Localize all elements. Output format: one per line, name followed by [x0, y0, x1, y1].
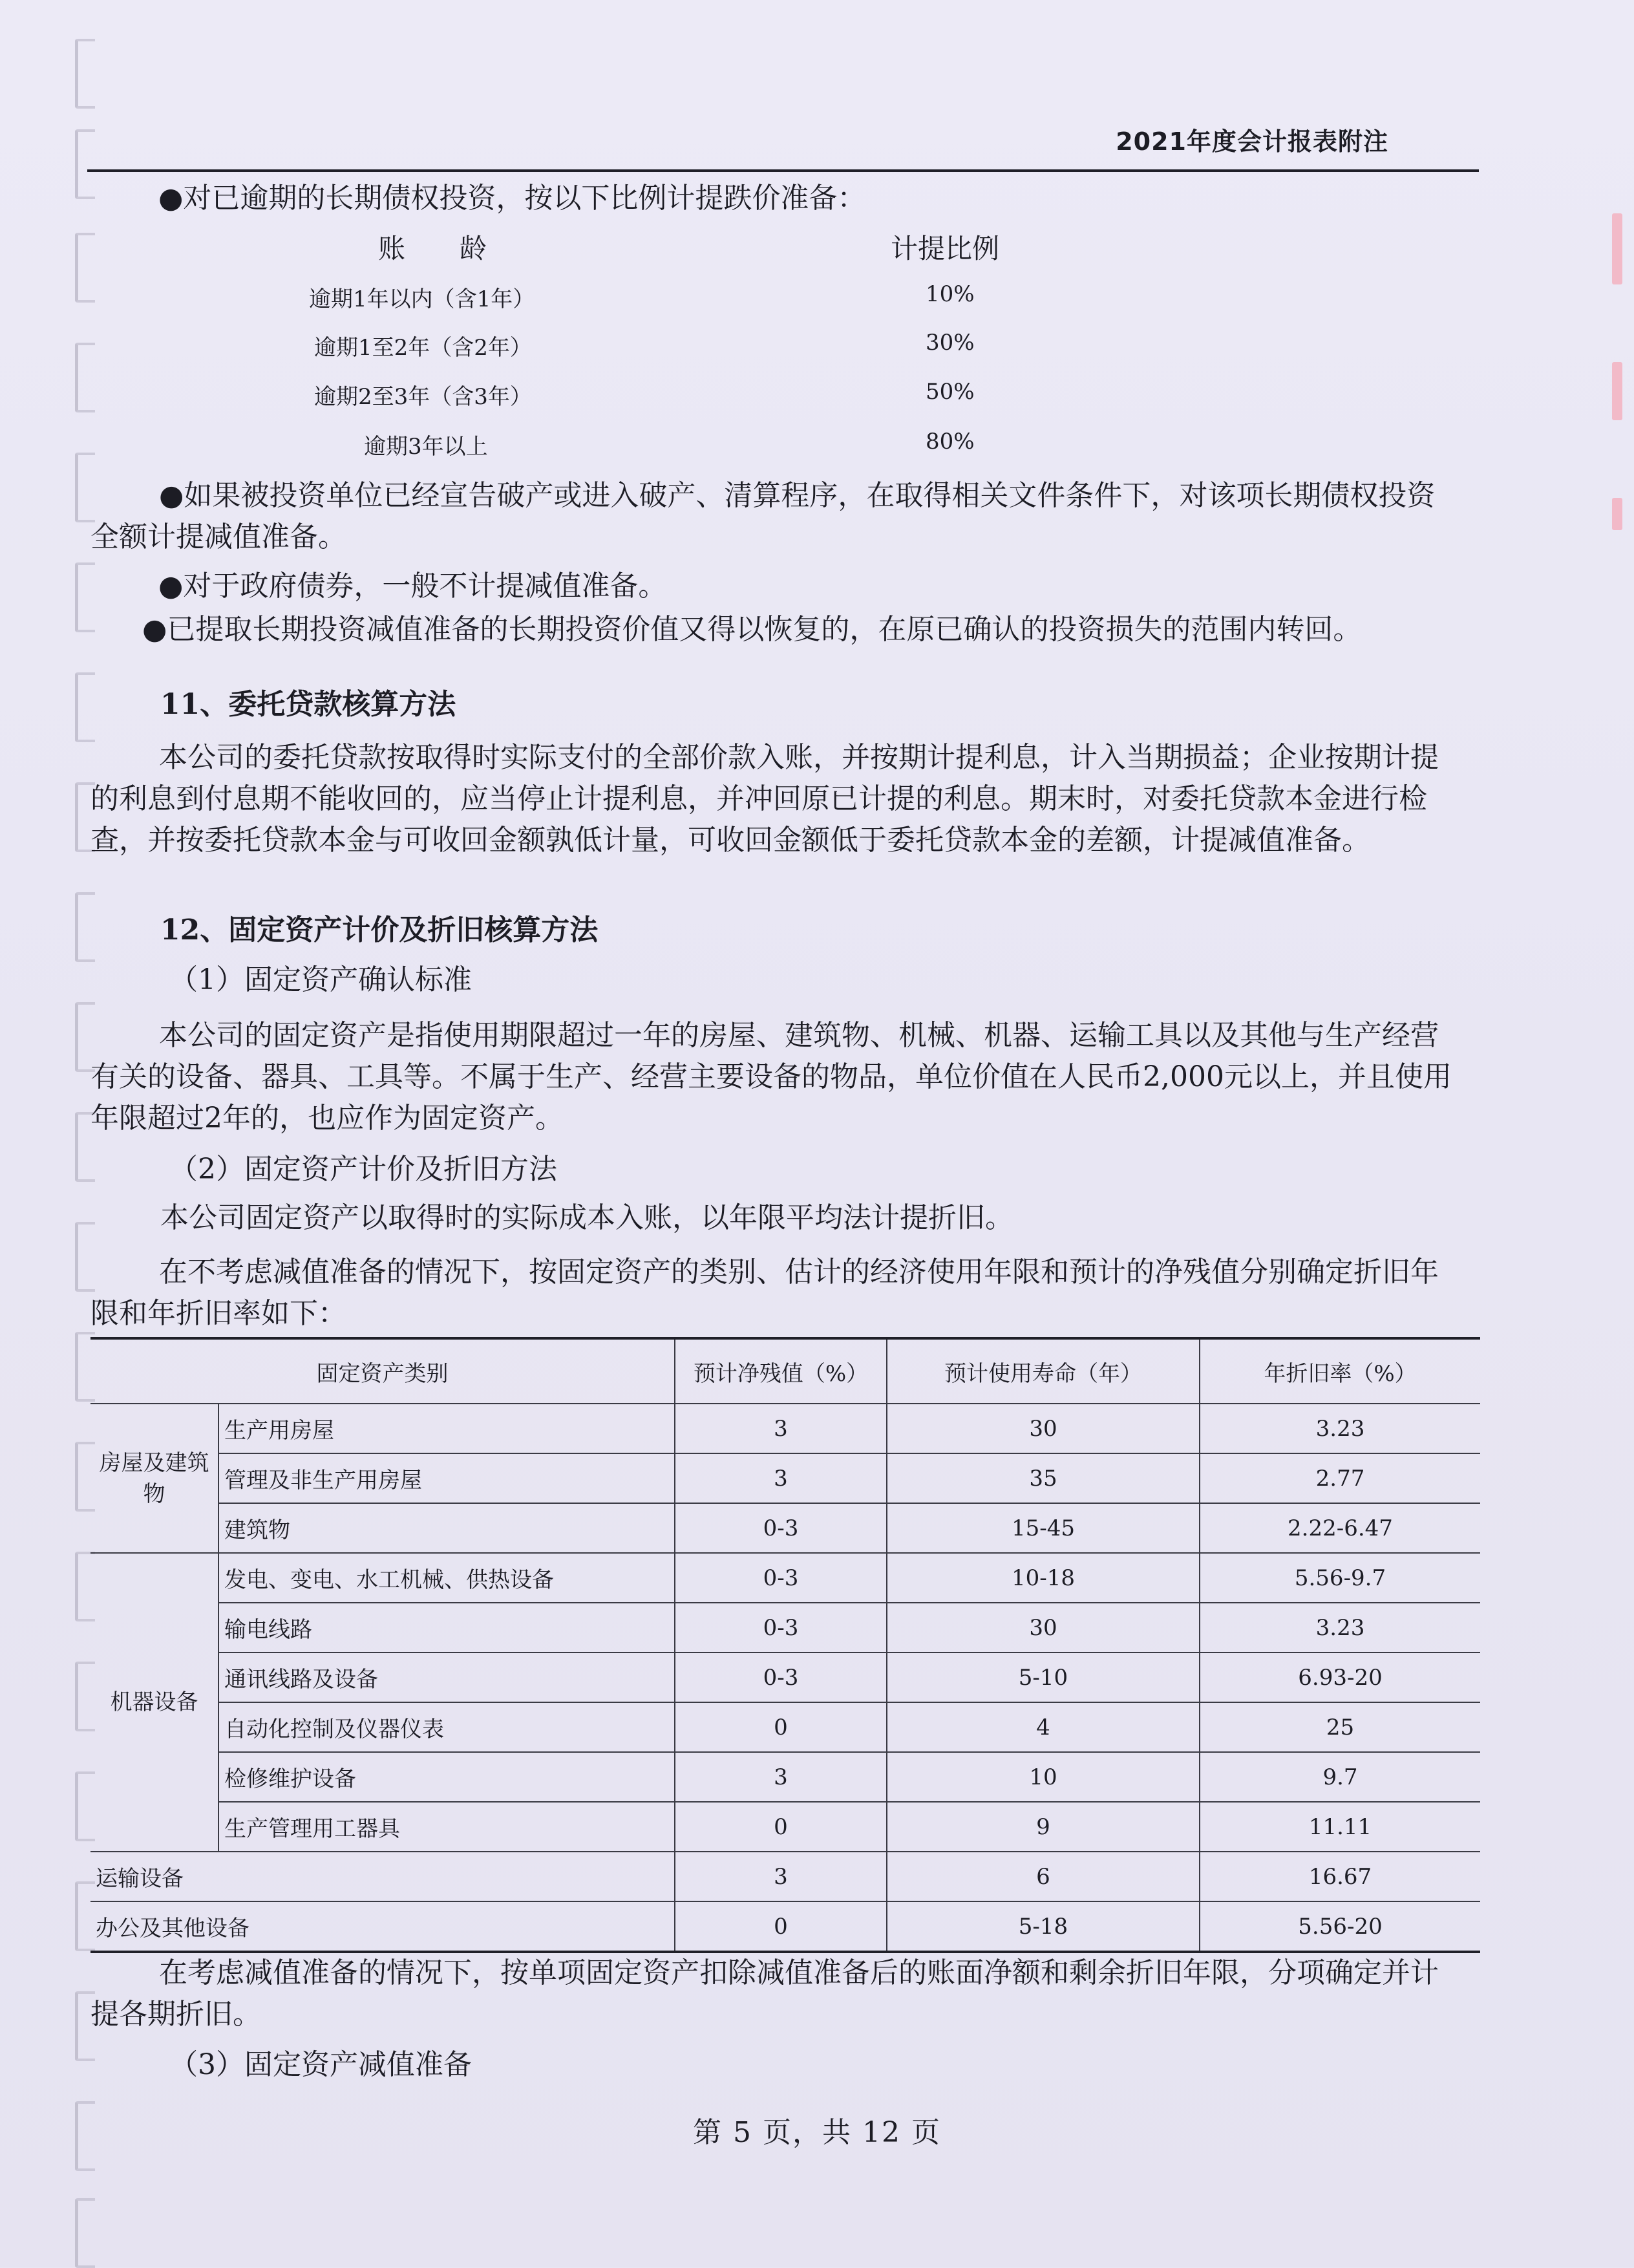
row-residual: 3 — [675, 1752, 887, 1802]
gov-bonds-paragraph: ●对于政府债券，一般不计提减值准备。 — [158, 570, 667, 603]
aging-header-ratio: 计提比例 — [891, 233, 1000, 264]
row-name: 建筑物 — [218, 1503, 675, 1553]
row-life: 10 — [887, 1752, 1200, 1802]
table-row — [90, 1603, 1480, 1653]
aging-row-age: 逾期3年以上 — [364, 434, 488, 460]
table-header-row — [90, 1338, 1480, 1404]
row-rate: 2.22-6.47 — [1200, 1503, 1480, 1553]
section-12-title: 12、固定资产计价及折旧核算方法 — [160, 914, 599, 947]
header-category: 固定资产类别 — [90, 1338, 675, 1404]
row-rate: 25 — [1200, 1702, 1480, 1752]
table-row — [90, 1752, 1480, 1802]
binding-hole — [75, 39, 95, 109]
section-11-title: 11、委托贷款核算方法 — [160, 688, 456, 721]
table-row — [90, 1453, 1480, 1503]
aging-row-ratio: 10% — [926, 281, 975, 307]
row-name: 发电、变电、水工机械、供热设备 — [218, 1553, 675, 1603]
binding-hole — [75, 892, 95, 962]
row-life: 30 — [887, 1603, 1200, 1653]
table-row — [90, 1653, 1480, 1702]
binding-hole — [75, 343, 95, 412]
row-name: 管理及非生产用房屋 — [218, 1453, 675, 1503]
row-life: 5-10 — [887, 1653, 1200, 1702]
row-name: 生产管理用工器具 — [218, 1802, 675, 1852]
section-12-2-body1: 本公司固定资产以取得时的实际成本入账，以年限平均法计提折旧。 — [160, 1201, 1013, 1234]
header-life: 预计使用寿命（年） — [887, 1338, 1200, 1404]
depreciation-table — [90, 1337, 1480, 1953]
row-life: 35 — [887, 1453, 1200, 1503]
header-title: 2021年度会计报表附注 — [1116, 127, 1388, 156]
aging-row-age: 逾期2至3年（含3年） — [314, 384, 532, 410]
aging-row-age: 逾期1至2年（含2年） — [314, 335, 532, 361]
row-rate: 6.93-20 — [1200, 1653, 1480, 1702]
section-12-1-title: （1）固定资产确认标准 — [169, 963, 472, 996]
row-name: 通讯线路及设备 — [218, 1653, 675, 1702]
seal-trace — [1612, 498, 1622, 530]
row-residual: 3 — [675, 1453, 887, 1503]
row-rate: 9.7 — [1200, 1752, 1480, 1802]
table-row — [90, 1802, 1480, 1852]
row-life: 6 — [887, 1852, 1200, 1901]
table-row — [90, 1503, 1480, 1553]
row-rate: 5.56-20 — [1200, 1901, 1480, 1952]
row-name: 运输设备 — [90, 1852, 675, 1901]
section-12-2-after: 在考虑减值准备的情况下，按单项固定资产扣除减值准备后的账面净额和剩余折旧年限，分项确定并计提各期折旧。 — [90, 1956, 1439, 2031]
row-residual: 0-3 — [675, 1553, 887, 1603]
table-row — [90, 1553, 1480, 1603]
reversal-paragraph: ●已提取长期投资减值准备的长期投资价值又得以恢复的，在原已确认的投资损失的范围内转回。 — [142, 613, 1362, 646]
bankruptcy-paragraph: ●如果被投资单位已经宣告破产或进入破产、清算程序，在取得相关文件条件下，对该项长期债权投资全额计提减值准备。 — [90, 479, 1436, 553]
row-residual: 3 — [675, 1404, 887, 1453]
row-name: 自动化控制及仪器仪表 — [218, 1702, 675, 1752]
binding-hole — [75, 233, 95, 303]
overdue-intro: ●对已逾期的长期债权投资，按以下比例计提跌价准备： — [158, 182, 866, 215]
header-rate: 年折旧率（%） — [1200, 1338, 1480, 1404]
row-rate: 5.56-9.7 — [1200, 1553, 1480, 1603]
aging-row-ratio: 80% — [926, 429, 975, 455]
row-name: 生产用房屋 — [218, 1404, 675, 1453]
row-residual: 0-3 — [675, 1653, 887, 1702]
page-footer: 第 5 页，共 12 页 — [693, 2116, 941, 2149]
aging-row-ratio: 30% — [926, 330, 975, 356]
row-rate: 11.11 — [1200, 1802, 1480, 1852]
group-machinery: 机器设备 — [90, 1553, 218, 1852]
row-residual: 3 — [675, 1852, 887, 1901]
row-rate: 3.23 — [1200, 1603, 1480, 1653]
row-rate: 2.77 — [1200, 1453, 1480, 1503]
section-12-2-title: （2）固定资产计价及折旧方法 — [169, 1153, 557, 1186]
header-residual: 预计净残值（%） — [675, 1338, 887, 1404]
row-residual: 0-3 — [675, 1603, 887, 1653]
group-buildings: 房屋及建筑物 — [90, 1404, 218, 1553]
row-life: 9 — [887, 1802, 1200, 1852]
aging-row-ratio: 50% — [926, 379, 975, 405]
section-11-body: 本公司的委托贷款按取得时实际支付的全部价款入账，并按期计提利息，计入当期损益；企业按期计提的利息到付息期不能收回的，应当停止计提利息，并冲回原已计提的利息。期末时，对委托贷款本金进行检查，并按委托贷款本金与可收回金额孰低计量，可收回金额低于委托贷款本金的差额，计提减值准备。 — [90, 741, 1439, 857]
row-life: 30 — [887, 1404, 1200, 1453]
binding-hole — [75, 2198, 95, 2268]
row-life: 10-18 — [887, 1553, 1200, 1603]
row-rate: 3.23 — [1200, 1404, 1480, 1453]
row-residual: 0-3 — [675, 1503, 887, 1553]
seal-trace — [1612, 213, 1622, 284]
row-name: 检修维护设备 — [218, 1752, 675, 1802]
row-name: 办公及其他设备 — [90, 1901, 675, 1952]
table-row — [90, 1404, 1480, 1453]
row-life: 5-18 — [887, 1901, 1200, 1952]
table-row — [90, 1702, 1480, 1752]
section-12-2-body2: 在不考虑减值准备的情况下，按固定资产的类别、估计的经济使用年限和预计的净残值分别确定折旧年限和年折旧率如下： — [90, 1256, 1439, 1330]
row-residual: 0 — [675, 1901, 887, 1952]
binding-hole — [75, 672, 95, 742]
seal-trace — [1612, 362, 1622, 420]
aging-header-age: 账 龄 — [378, 233, 487, 264]
row-name: 输电线路 — [218, 1603, 675, 1653]
section-12-1-body: 本公司的固定资产是指使用期限超过一年的房屋、建筑物、机械、机器、运输工具以及其他与生产经营有关的设备、器具、工具等。不属于生产、经营主要设备的物品，单位价值在人民币2,000元以上，并且使用年限超过2年的，也应作为固定资产。 — [90, 1019, 1452, 1135]
row-life: 15-45 — [887, 1503, 1200, 1553]
aging-row-age: 逾期1年以内（含1年） — [309, 286, 535, 312]
row-residual: 0 — [675, 1802, 887, 1852]
table-row — [90, 1852, 1480, 1901]
binding-strip — [37, 0, 63, 2267]
row-rate: 16.67 — [1200, 1852, 1480, 1901]
table-row — [90, 1901, 1480, 1952]
section-12-3-title: （3）固定资产减值准备 — [169, 2048, 472, 2081]
row-residual: 0 — [675, 1702, 887, 1752]
page-header — [87, 122, 1479, 172]
row-life: 4 — [887, 1702, 1200, 1752]
